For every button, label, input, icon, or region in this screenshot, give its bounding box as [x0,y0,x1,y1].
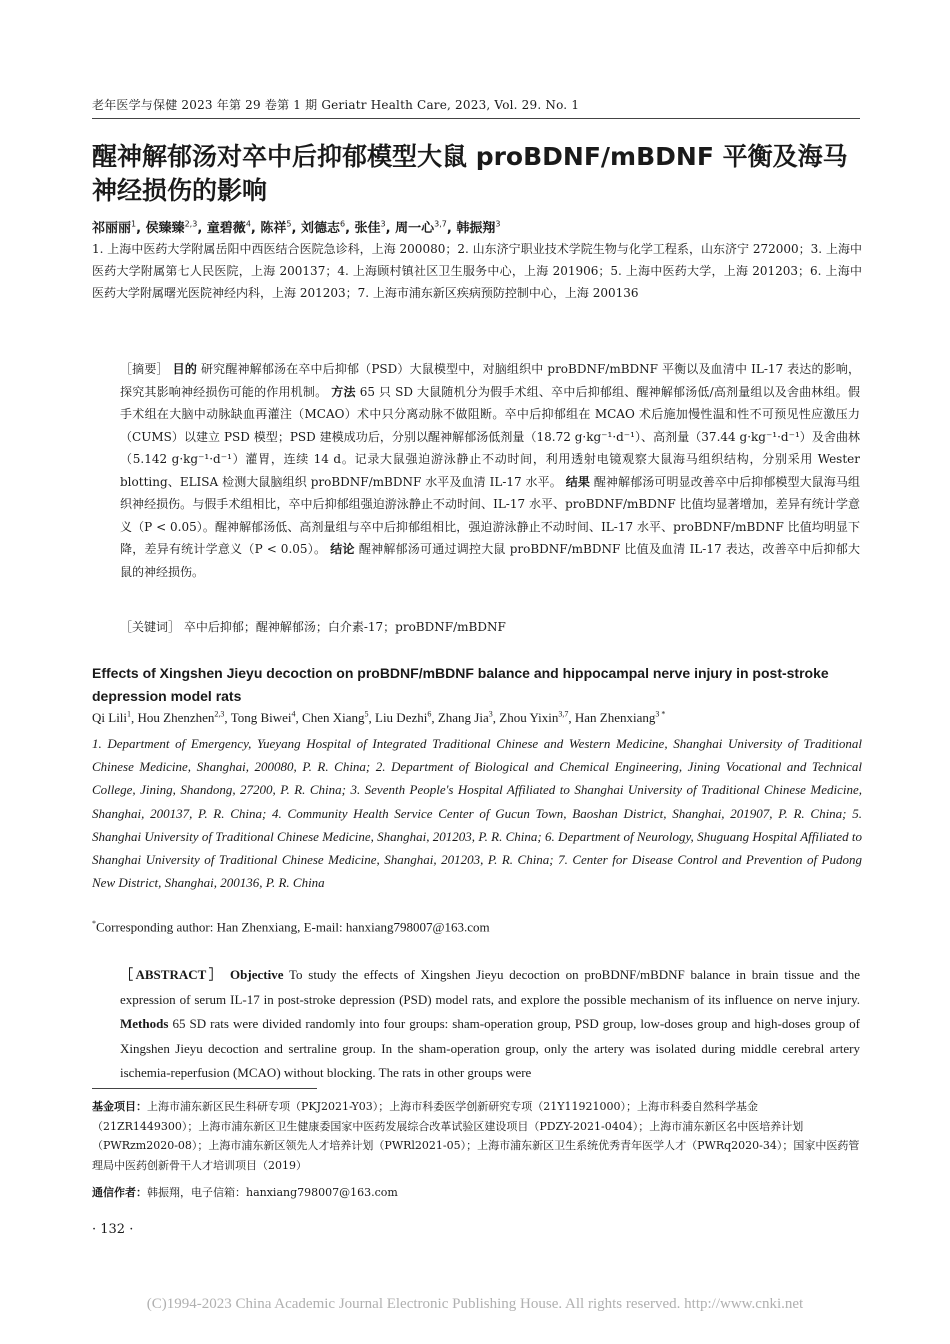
abstract-cn [120,358,860,583]
results-label-cn: 结果 [565,474,590,489]
methods-label-cn: 方法 [331,384,356,399]
author-cn: 韩振翔$^3$ [456,219,501,236]
objective-text-en: To study the effects of Xingshen Jieyu decoction on proBDNF/mBDNF balance in brain tissue and the expression of serum IL-17 in post-stroke depression (PSD) model rats, and explore the possible mechanism of its influence on nerve injury. [120,967,861,1007]
corresponding-text-cn: 韩振翔，电子信箱：hanxiang798007@163.com [147,1186,398,1199]
conclusion-label-cn: 结论 [330,542,355,556]
affiliations-cn: 1. 上海中医药大学附属岳阳中西医结合医院急诊科，上海 200080；2. 山东济宁职业技术学院生物与化学工程系，山东济宁 272000；3. 上海中医药大学附属第七人民医院，上海 200137；4. 上海顾村镇社区卫生服务中心，上海 201906；5. 上海中医药大学，上海 201203；6. 上海中医药大学附属曙光医院神经内科，上海 201203；7. 上海市浦东新区疾病预防控制中心，上海 200136 [92,242,862,300]
abstract-label-cn: ［摘要］ [120,362,169,376]
author-en: Qi Lili$^1$ [92,710,132,726]
copyright-watermark: (C)1994-2023 China Academic Journal Electronic Publishing House. All rights reserved. http://www.cnki.net [146,1296,804,1312]
author-cn: 张佳$^3$ [354,219,386,236]
journal-header: 老年医学与保健 2023 年第 29 卷第 1 期 Geriatr Health Care, 2023, Vol. 29. No. 1 [92,98,580,112]
author-cn: 刘德志$^6$ [300,219,346,236]
article-title-en: Effects of Xingshen Jieyu decoction on proBDNF/mBDNF balance and hippocampal nerve injury in post-stroke depression model rats [92,665,829,704]
funding-label: 基金项目： [92,1100,147,1113]
author-cn: 周一心$^{3,7}$ [395,219,447,236]
author-en: Zhou Yixin$^{3,7}$ [499,710,569,726]
corresponding-author-en: *Corresponding author: Han Zhenxiang, E-mail: hanxiang798007@163.com [92,919,490,935]
author-en: Zhang Jia$^3$ [437,710,493,726]
author-en: Han Zhenxiang$^{3 *}$ [574,710,666,726]
abstract-en [120,963,860,1086]
author-list-cn: 祁丽丽$^1$, 侯臻臻$^{2,3}$, 童碧薇$^4$, 陈祥$^5$, 刘德志$^6$, 张佳$^3$, 周一心$^{3,7}$, 韩振翔$^3$ [92,219,501,236]
methods-label-en: Methods [120,1016,169,1031]
author-list-en: Qi Lili$^1$, Hou Zhenzhen$^{2,3}$, Tong Biwei$^4$, Chen Xiang$^5$, Liu Dezhi$^6$, Zhang Jia$^3$, Zhou Yixin$^{3,7}$, Han Zhenxiang$^{3 *}$ [92,710,666,726]
footnote-divider [92,1088,317,1089]
abstract-label-en: ［ABSTRACT］ [120,967,225,982]
page-number: · 132 · [92,1222,134,1237]
affiliations-en: 1. Department of Emergency, Yueyang Hospital of Integrated Traditional Chinese and Western Medicine, Shanghai University of Traditional Chinese Medicine, Shanghai, 200080, P. R. China; 2. Department of Biological and Chemical Engineering, Jining Vocational and Technical College, Jining, Shandong, 27200, P. R. China; 3. Seventh People's Hospital Affiliated to Shanghai University of Traditional Chinese Medicine, Shanghai, 200137, P. R. China; 4. Community Health Service Center of Gucun Town, Baoshan District, Shanghai, 201907, P. R. China; 5. Shanghai University of Traditional Chinese Medicine, Shanghai, 201203, P. R. China; 6. Department of Neurology, Shuguang Hospital Affiliated to Shanghai University of Traditional Chinese Medicine, Shanghai, 201203, P. R. China; 7. Center for Disease Control and Prevention of Pudong New District, Shanghai, 200136, P. R. China [92,736,862,891]
funding-note [92,1097,860,1175]
objective-label-cn: 目的 [172,362,197,376]
corresponding-label-cn: 通信作者： [92,1186,147,1199]
author-en: Chen Xiang$^5$ [302,710,369,726]
header-divider [92,118,860,119]
author-cn: 侯臻臻$^{2,3}$ [145,219,198,236]
methods-text-en: 65 SD rats were divided randomly into four groups: sham-operation group, PSD group, low-doses group and high-doses group of Xingshen Jieyu decoction and sertraline group. In the sham-operation group, only the artery was isolated during middle cerebral artery ischemia-reperfusion (MCAO) without blocking. The rats in other groups were [120,1016,860,1080]
keywords-cn [120,618,506,635]
conclusion-text-cn: 醒神解郁汤可通过调控大鼠 proBDNF/mBDNF 比值及血清 IL-17 表达，改善卒中后抑郁大鼠的神经损伤。 [120,542,860,579]
author-cn: 童碧薇$^4$ [206,219,251,236]
author-en: Tong Biwei$^4$ [230,710,296,726]
objective-text-cn: 研究醒神解郁汤在卒中后抑郁（PSD）大鼠模型中，对脑组织中 proBDNF/mBDNF 平衡以及血清中 IL-17 表达的影响，探究其影响神经损伤可能的作用机制。 [120,362,860,399]
author-en: Liu Dezhi$^6$ [375,710,432,726]
corresponding-author-cn [92,1184,398,1200]
author-en: Hou Zhenzhen$^{2,3}$ [137,710,225,726]
funding-text: 上海市浦东新区民生科研专项（PKJ2021-Y03）；上海市科委医学创新研究专项（21Y11921000）；上海市科委自然科学基金（21ZR1449300）；上海市浦东新区卫生健康委国家中医药发展综合改革试验区建设项目（PDZY-2021-0404）；上海市浦东新区名中医培养计划（PWRzm2020-08）；上海市浦东新区领先人才培养计划（PWRl2021-05）；上海市浦东新区卫生系统优秀青年医学人才（PWRq2020-34）；国家中医药管理局中医药创新骨干人才培训项目（2019） [92,1100,860,1172]
article-title-cn: 醒神解郁汤对卒中后抑郁模型大鼠 proBDNF/mBDNF 平衡及海马神经损伤的影响 [92,142,848,205]
keywords-label-cn: ［关键词］ [120,620,181,634]
author-cn: 陈祥$^5$ [260,219,292,236]
methods-text-cn: 65 只 SD 大鼠随机分为假手术组、卒中后抑郁组、醒神解郁汤低/高剂量组以及舍曲林组。假手术组在大脑中动脉缺血再灌注（MCAO）术中只分离动脉不做阻断。卒中后抑郁组在 MCAO 术后施加慢性温和性不可预见性应激压力（CUMS）以建立 PSD 模型；PSD 建模成功后，分别以醒神解郁汤低剂量（18.72 g·kg⁻¹·d⁻¹）、高剂量（37.44 g·kg⁻¹·d⁻¹）及舍曲林（5.142 g·kg⁻¹·d⁻¹）灌胃，连续 14 d。记录大鼠强迫游泳静止不动时间，利用透射电镜观察大鼠海马组织结构，分别采用 Wester blotting、ELISA 检测大鼠脑组织 proBDNF/mBDNF 水平及血清 IL-17 水平。 [120,384,860,489]
objective-label-en: Objective [230,967,284,982]
author-cn: 祁丽丽$^1$ [92,219,137,236]
keywords-text-cn: 卒中后抑郁；醒神解郁汤；白介素-17；proBDNF/mBDNF [183,620,506,634]
results-text-cn: 醒神解郁汤可明显改善卒中后抑郁模型大鼠海马组织神经损伤。与假手术组相比，卒中后抑郁组强迫游泳静止不动时间、IL-17 水平、proBDNF/mBDNF 比值均显著增加，差异有统计学意义（P < 0.05）。醒神解郁汤低、高剂量组与卒中后抑郁组相比，强迫游泳静止不动时间、IL-17 水平、proBDNF/mBDNF 比值均明显下降，差异有统计学意义（P < 0.05）。 [120,474,860,556]
